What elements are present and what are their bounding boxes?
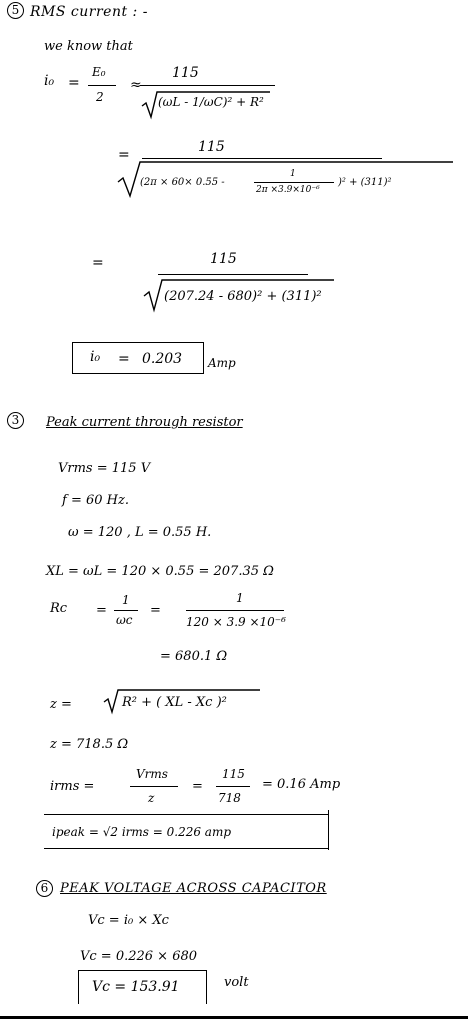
equals-sign: =	[68, 75, 80, 91]
fraction-numerator: 115	[172, 65, 199, 81]
box-left-edge	[78, 970, 79, 1004]
equals-sign: =	[192, 779, 203, 794]
fraction-bar	[140, 85, 275, 86]
fraction-numerator: E₀	[92, 65, 106, 79]
fraction-denominator: (ωL - 1/ωC)² + R²	[158, 95, 264, 109]
box-right-edge	[206, 970, 207, 1004]
intro-text: we know that	[44, 39, 133, 54]
z-lhs: z =	[50, 697, 72, 712]
omega-line: ω = 120 , L = 0.55 H.	[68, 525, 212, 540]
box-top-edge	[44, 814, 328, 815]
box-right-edge	[328, 810, 329, 850]
result-lhs: i₀	[90, 349, 101, 365]
formula-lhs: i₀	[44, 73, 55, 89]
fraction-numerator: Vrms	[136, 767, 168, 781]
frequency-line: f = 60 Hz.	[62, 493, 129, 508]
xl-line: XL = ωL = 120 × 0.55 = 207.35 Ω	[46, 564, 274, 579]
fraction-denominator: (207.24 - 680)² + (311)²	[164, 289, 322, 304]
vc-formula: Vc = i₀ × Xc	[88, 913, 169, 928]
inner-fraction-bar	[254, 182, 334, 183]
section-number-badge: 3	[7, 412, 24, 429]
approx-sign: ≈	[130, 77, 142, 93]
equals-sign: =	[96, 603, 107, 618]
ipeak-line: ipeak = √2 irms = 0.226 amp	[52, 825, 232, 839]
equals-sign: =	[118, 351, 130, 367]
fraction-denominator: 718	[218, 791, 241, 805]
fraction-numerator: 1	[236, 591, 244, 605]
fraction-numerator: 115	[210, 251, 237, 267]
fraction-denominator: 2	[96, 90, 104, 104]
fraction-denominator: z	[148, 791, 155, 805]
fraction-bar	[130, 786, 178, 787]
fraction-bar	[114, 610, 138, 611]
xc-lhs: Rc	[50, 601, 68, 616]
fraction-denominator: 120 × 3.9 ×10⁻⁶	[186, 615, 286, 629]
box-top-edge	[78, 970, 206, 971]
result-value: 0.203	[142, 351, 183, 367]
equals-sign: =	[118, 147, 130, 163]
fraction-numerator: 115	[222, 767, 245, 781]
vrms-line: Vrms = 115 V	[58, 461, 151, 476]
fraction-bar	[216, 786, 250, 787]
vc-result: Vc = 153.91	[92, 979, 180, 995]
fraction-denominator: ωc	[116, 613, 133, 627]
section-title: PEAK VOLTAGE ACROSS CAPACITOR	[60, 881, 327, 896]
page-bottom-rule	[0, 1016, 468, 1019]
fraction-denominator: )² + (311)²	[338, 177, 392, 188]
section-number-badge: 6	[36, 880, 53, 897]
fraction-bar	[142, 158, 382, 159]
fraction-numerator: 1	[122, 593, 130, 607]
result-unit: Amp	[208, 356, 236, 370]
fraction-bar	[158, 274, 308, 275]
box-bottom-edge	[44, 848, 328, 849]
fraction-numerator: 115	[198, 139, 225, 155]
z-value: z = 718.5 Ω	[50, 737, 129, 752]
vc-substitution: Vc = 0.226 × 680	[80, 949, 198, 964]
section-number-badge: 5	[7, 2, 24, 19]
equals-sign: =	[150, 603, 161, 618]
irms-lhs: irms =	[50, 779, 95, 794]
z-expression: R² + ( XL - Xc )²	[122, 695, 227, 710]
fraction-bar	[88, 85, 116, 86]
inner-fraction-numerator: 1	[290, 169, 296, 179]
vc-unit: volt	[224, 975, 249, 990]
xc-result: = 680.1 Ω	[160, 649, 228, 664]
inner-fraction-denominator: 2π ×3.9×10⁻⁶	[256, 185, 320, 195]
section-title: RMS current : -	[30, 4, 148, 20]
fraction-denominator: (2π × 60× 0.55 -	[140, 177, 225, 188]
equals-sign: =	[92, 255, 104, 271]
irms-result: = 0.16 Amp	[262, 777, 341, 792]
fraction-bar	[186, 610, 284, 611]
section-title: Peak current through resistor	[46, 415, 243, 430]
